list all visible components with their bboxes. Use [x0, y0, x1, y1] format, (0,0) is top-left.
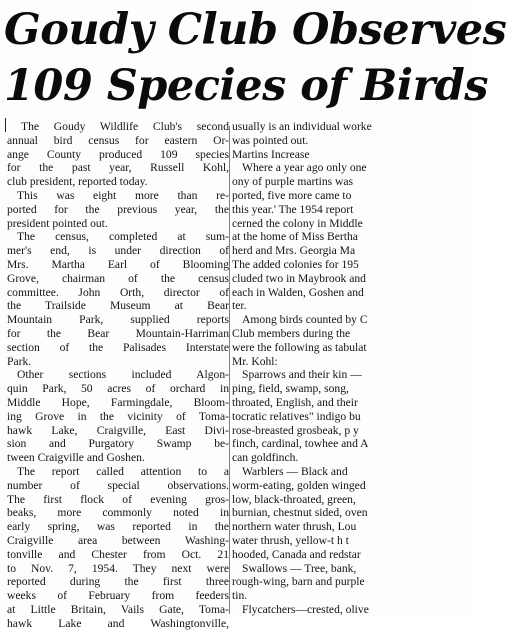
text-line: low, black-throated, green,	[232, 492, 356, 506]
text-line: The Goudy Wildlife Club's second	[21, 120, 229, 133]
text-line: cluded two in Maybrook and	[232, 271, 366, 285]
text-line: hawk Lake, Craigville, East Divi-	[7, 423, 229, 437]
headline-line-1: Goudy Club Observes	[4, 5, 506, 55]
text-line: for the Bear Mountain-Harriman	[7, 326, 229, 340]
text-line: The added colonies for 195	[232, 257, 359, 271]
text-line: Park.	[7, 354, 32, 368]
text-line: were the following as tabulat	[232, 340, 367, 354]
text-line: tween Craigville and Goshen.	[7, 451, 145, 465]
text-line: Mountain Park, supplied reports	[7, 313, 229, 327]
text-line: tocratic relatives" indigo bu	[232, 409, 361, 423]
text-line: worm-eating, golden winged	[232, 478, 366, 492]
text-line: section of the Palisades Interstate	[7, 340, 229, 354]
text-line: The report called attention to a	[17, 464, 229, 478]
text-line: quin Park, 50 acres of orchard in	[7, 382, 229, 396]
text-line: herd and Mrs. Georgia Ma	[232, 244, 356, 258]
text-line: rough-wing, barn and purple	[232, 575, 365, 589]
text-line: for the past year, Russell Kohl,	[7, 161, 229, 175]
text-line: Club members during the	[232, 326, 351, 340]
headline	[4, 2, 506, 114]
text-line: mer's end, is under direction of	[7, 244, 229, 258]
text-line: hooded, Canada and redstar	[232, 547, 361, 561]
text-line: ony of purple martins was	[232, 175, 354, 189]
text-line: at the home of Miss Bertha	[232, 230, 358, 244]
text-line: Mr. Kohl:	[232, 354, 278, 368]
text-line: water thrush, yellow-t h t	[232, 533, 349, 547]
text-line: tonville and Chester from Oct. 21	[7, 547, 229, 561]
text-line: club president, reported today.	[7, 175, 148, 189]
text-line: ported for the previous year, the	[7, 202, 229, 216]
text-line: beaks, more commonly noted in	[7, 506, 229, 520]
text-line: usually is an individual worke	[232, 120, 372, 133]
text-line: ange County produced 109 species	[7, 147, 229, 161]
text-line: ported, five more came to	[232, 188, 352, 202]
text-line: The first flock of evening gros-	[7, 492, 229, 506]
subheading: Martins Increase	[232, 147, 310, 161]
text-line: number of special observations.	[7, 478, 229, 492]
text-line: committee. John Orth, director of	[7, 285, 229, 299]
headline-line-2: 109 Species of Birds	[4, 61, 489, 111]
text-line: at Little Britain, Vails Gate, Toma-	[7, 602, 229, 616]
article-column-right	[232, 120, 470, 617]
text-line: The census, completed at sum-	[17, 230, 229, 244]
text-line: Where a year ago only one	[242, 161, 367, 175]
text-line: this year.' The 1954 report	[232, 202, 354, 216]
text-line: can goldfinch.	[232, 451, 299, 465]
text-line: Sparrows and their kin —	[242, 368, 362, 382]
text-line: throated, English, and their	[232, 395, 358, 409]
text-line: cerned the colony in Middle	[232, 216, 363, 230]
text-line: annual bird census for eastern Or-	[7, 133, 229, 147]
text-line: Craigville area between Washing-	[7, 533, 229, 547]
text-line: Grove, chairman of the census	[7, 271, 229, 285]
text-line: Warblers — Black and	[242, 464, 348, 478]
text-line: hawk Lake and Washingtonville,	[7, 616, 229, 630]
text-line: ping, field, swamp, song,	[232, 382, 349, 396]
text-line: ter.	[232, 299, 247, 313]
column-divider	[229, 126, 230, 614]
text-line: Among birds counted by C	[242, 313, 368, 327]
text-line: northern water thrush, Lou	[232, 520, 357, 534]
text-line: sion and Purgatory Swamp be-	[7, 437, 229, 451]
text-line: Other sections included Algon-	[17, 368, 229, 382]
text-line: Flycatchers—crested, olive	[242, 602, 369, 616]
article-column-left	[7, 120, 229, 630]
text-line: finch, cardinal, towhee and A	[232, 437, 369, 451]
text-line: tin.	[232, 589, 248, 603]
text-line: early spring, was reported in the	[7, 520, 229, 534]
text-line: each in Walden, Goshen and	[232, 285, 364, 299]
text-line: Mrs. Martha Earl of Blooming	[7, 257, 229, 271]
text-line: Swallows — Tree, bank,	[242, 561, 357, 575]
text-line: ing Grove in the vicinity of Toma-	[7, 409, 229, 423]
text-line: was pointed out.	[232, 133, 309, 147]
margin-rule	[5, 118, 6, 132]
text-line: burnian, chestnut sided, oven	[232, 506, 368, 520]
text-line: Middle Hope, Farmingdale, Bloom-	[7, 395, 229, 409]
text-line: reported during the first three	[7, 575, 229, 589]
text-line: to Nov. 7, 1954. They next were	[7, 561, 229, 575]
text-line: This was eight more than re-	[17, 188, 229, 202]
text-line: president pointed out.	[7, 216, 108, 230]
text-line: the Trailside Museum at Bear	[7, 299, 229, 313]
text-line: weeks of February from feeders	[7, 589, 229, 603]
text-line: rose-breasted grosbeak, p y	[232, 423, 359, 437]
